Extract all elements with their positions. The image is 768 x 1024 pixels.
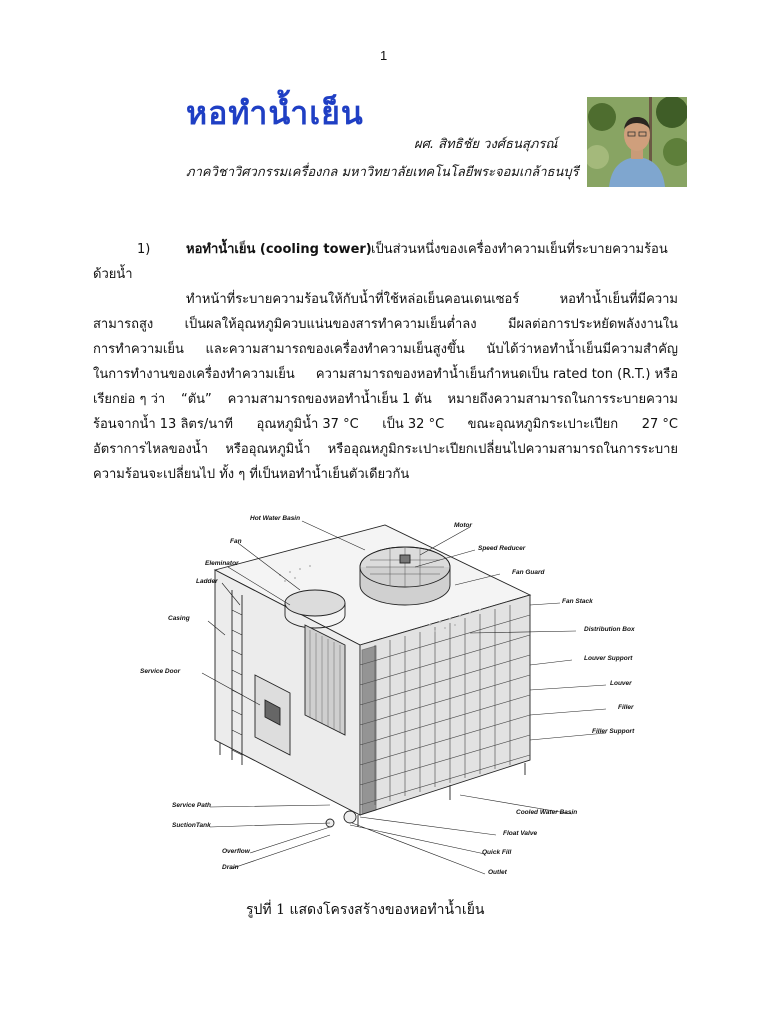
label-drain: Drain xyxy=(222,864,239,871)
paragraph-line xyxy=(93,462,678,487)
cooling-tower-diagram xyxy=(130,505,650,880)
paragraph-line xyxy=(93,337,678,362)
document-title: หอทำน้ำเย็น xyxy=(186,94,364,132)
text-span: 27 °C xyxy=(641,417,678,432)
text-span: เป็น 32 °C xyxy=(382,417,445,432)
label-float-valve: Float Valve xyxy=(503,830,538,837)
label-motor: Motor xyxy=(454,522,473,529)
section-number: 1) xyxy=(137,242,151,257)
paragraph-line xyxy=(93,437,678,462)
section-lead-text: เป็นส่วนหนึ่งของเครื่องทำความเย็นที่ระบายความร้อน xyxy=(371,242,668,257)
label-casing: Casing xyxy=(168,615,190,622)
text-span: เรียกย่อ ๆ ว่า xyxy=(93,392,166,407)
text-span: หรืออุณหภูมิกระเปาะเปียกเปลี่ยนไปความสามารถในการระบาย xyxy=(327,442,678,457)
label-distribution-box: Distribution Box xyxy=(584,626,635,633)
author-name: ผศ. สิทธิชัย วงศ์ธนสุภรณ์ xyxy=(414,137,558,152)
author-department: ภาควิชาวิศวกรรมเครื่องกล มหาวิทยาลัยเทคโนโลยีพระจอมเกล้าธนบุรี xyxy=(186,165,579,180)
label-eliminator: Eleminator xyxy=(205,560,239,567)
text-span: ทำหน้าที่ระบายความร้อนให้กับน้ำที่ใช้หล่อเย็นคอนเดนเซอร์ xyxy=(186,292,520,307)
paragraph-line xyxy=(93,312,678,337)
text-span: มีผลต่อการประหยัดพลังงานใน xyxy=(507,317,678,332)
text-span: หมายถึงความสามารถในการระบายความ xyxy=(447,392,678,407)
text-span: และความสามารถของเครื่องทำความเย็นสูงขึ้น xyxy=(205,342,465,357)
paragraph-line xyxy=(93,287,678,312)
label-louver-support: Louver Support xyxy=(584,655,633,662)
label-filler-support: Filler Support xyxy=(592,728,635,735)
text-span: สามารถสูง xyxy=(93,317,154,332)
text-span: อุณหภูมิน้ำ 37 °C xyxy=(256,417,359,432)
text-span: การทำความเย็น xyxy=(93,342,184,357)
intro-line-1 xyxy=(93,237,678,262)
text-span: หอทำน้ำเย็นที่มีความ xyxy=(559,292,678,307)
intro-line-2 xyxy=(93,262,678,287)
label-quick-fill: Quick Fill xyxy=(482,849,512,856)
text-span: “ตัน” xyxy=(180,392,212,407)
label-ladder: Ladder xyxy=(196,578,218,585)
text-span: ร้อนจากน้ำ 13 ลิตร/นาที xyxy=(93,417,233,432)
label-outlet: Outlet xyxy=(488,869,507,876)
label-hot-water-basin: Hot Water Basin xyxy=(250,515,301,522)
label-fan-guard: Fan Guard xyxy=(512,569,545,576)
section-heading: หอทำน้ำเย็น (cooling tower) xyxy=(186,242,372,257)
text-span: ขณะอุณหภูมิกระเปาะเปียก xyxy=(467,417,619,432)
body-paragraph xyxy=(93,287,678,487)
text-span: ความสามารถของหอทำน้ำเย็น 1 ตัน xyxy=(227,392,432,407)
section-intro xyxy=(93,237,678,287)
section-lead-continuation: ด้วยน้ำ xyxy=(93,267,133,282)
label-service-path: Service Path xyxy=(172,802,212,809)
text-span: ความสามารถของหอทำน้ำเย็นกำหนดเป็น rated ton (R.T.) หรือ xyxy=(315,367,678,382)
label-louver: Louver xyxy=(610,680,632,687)
text-span: หรืออุณหภูมิน้ำ xyxy=(225,442,311,457)
text-span: ในการทำงานของเครื่องทำความเย็น xyxy=(93,367,295,382)
label-overflow: Overflow xyxy=(222,848,250,855)
paragraph-line xyxy=(93,387,678,412)
page-number: 1 xyxy=(380,48,388,63)
figure-caption: รูปที่ 1 แสดงโครงสร้างของหอทำน้ำเย็น xyxy=(246,902,485,918)
label-fan: Fan xyxy=(230,538,242,545)
label-suction-tank: SuctionTank xyxy=(172,822,211,829)
author-photo-image xyxy=(587,97,687,187)
author-photo xyxy=(587,97,687,187)
label-cooled-water-basin: Cooled Water Basin xyxy=(516,809,578,816)
label-fan-stack: Fan Stack xyxy=(562,598,593,605)
text-span: นับได้ว่าหอทำน้ำเย็นมีความสำคัญ xyxy=(486,342,678,357)
text-span: เป็นผลให้อุณหภูมิควบแน่นของสารทำความเย็นต่ำลง xyxy=(184,317,477,332)
text-span: ความร้อนจะเปลี่ยนไป ทั้ง ๆ ที่เป็นหอทำน้ำเย็นตัวเดียวกัน xyxy=(93,467,410,482)
label-service-door: Service Door xyxy=(140,668,181,675)
label-filler: Filler xyxy=(618,704,634,711)
paragraph-line xyxy=(93,362,678,387)
text-span: อัตราการไหลของน้ำ xyxy=(93,442,208,457)
label-speed-reducer: Speed Reducer xyxy=(478,545,526,552)
paragraph-line xyxy=(93,412,678,437)
